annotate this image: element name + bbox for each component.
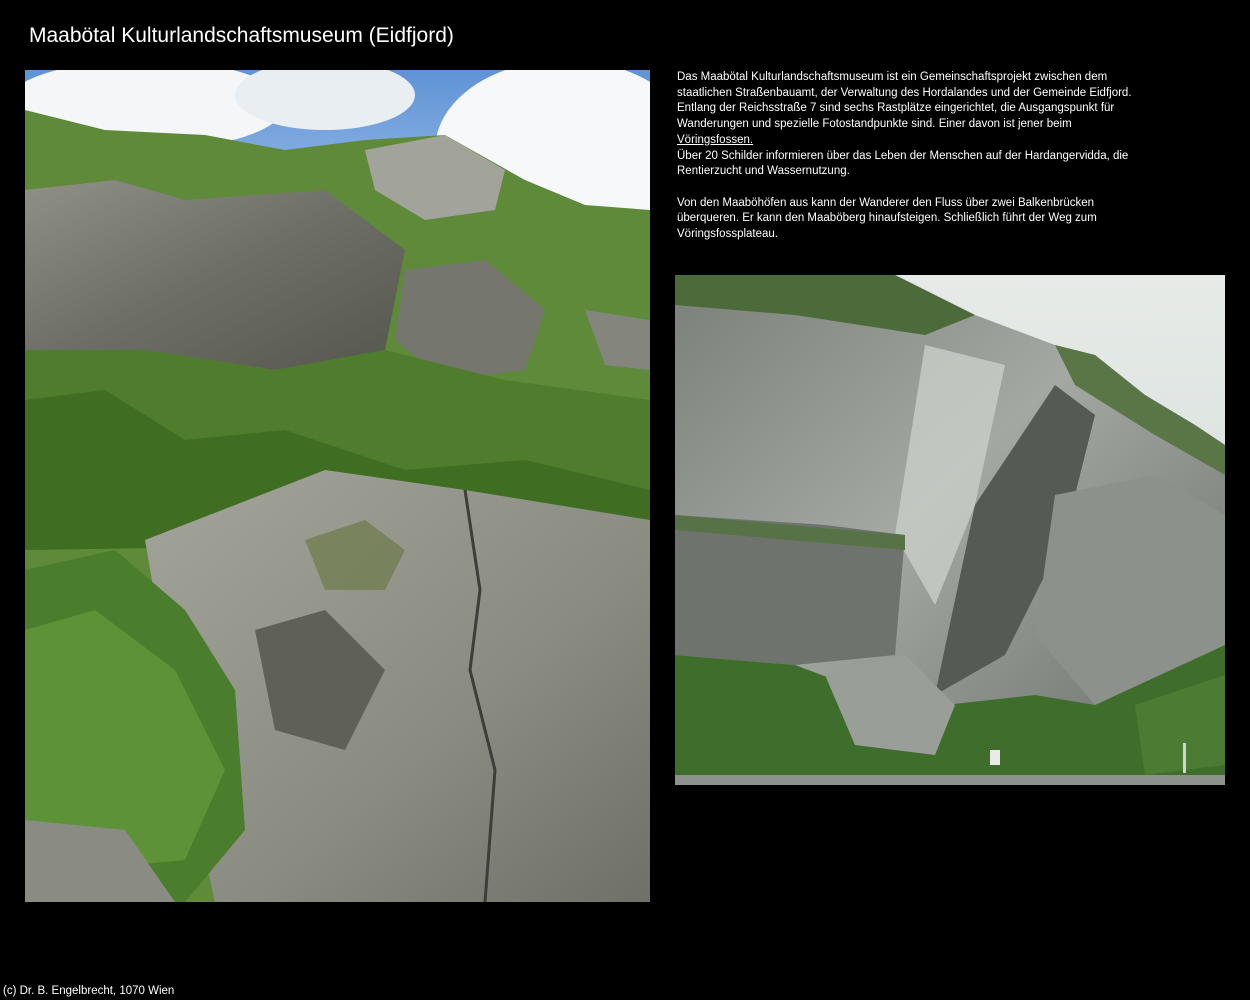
page-title: Maabötal Kulturlandschaftsmuseum (Eidfjord) xyxy=(29,24,454,47)
copyright-footer: (c) Dr. B. Engelbrecht, 1070 Wien xyxy=(3,985,175,997)
link-voeringsfossen[interactable]: Vöringsfossen. xyxy=(677,133,754,146)
photo-cliff-wall xyxy=(675,275,1225,785)
description-intro: Das Maabötal Kulturlandschaftsmuseum ist ein Gemeinschaftsprojekt zwischen dem staatlichen Straßenbauamt, der Verwaltung des Hordalandes und der Gemeinde Eidfjord. Entlang der Reichsstraße 7 sind sechs Rastplätze eingerichtet, die Ausgangspunkt für Wanderungen und spezielle Fotostandpunkte sind. Einer davon ist jener beim xyxy=(677,71,1132,131)
description-route: Von den Maaböhöfen aus kann der Wanderer den Fluss über zwei Balkenbrücken überqueren. Er kann den Maaböberg hinaufsteigen. Schließlich führt der Weg zum Vöringsfossplateau. xyxy=(677,196,1097,241)
description-signs: Über 20 Schilder informieren über das Leben der Menschen auf der Hardangervidda, die Rentierzucht und Wassernutzung. xyxy=(677,149,1129,178)
description-text xyxy=(677,70,1147,243)
photo-rock-face xyxy=(25,70,650,902)
